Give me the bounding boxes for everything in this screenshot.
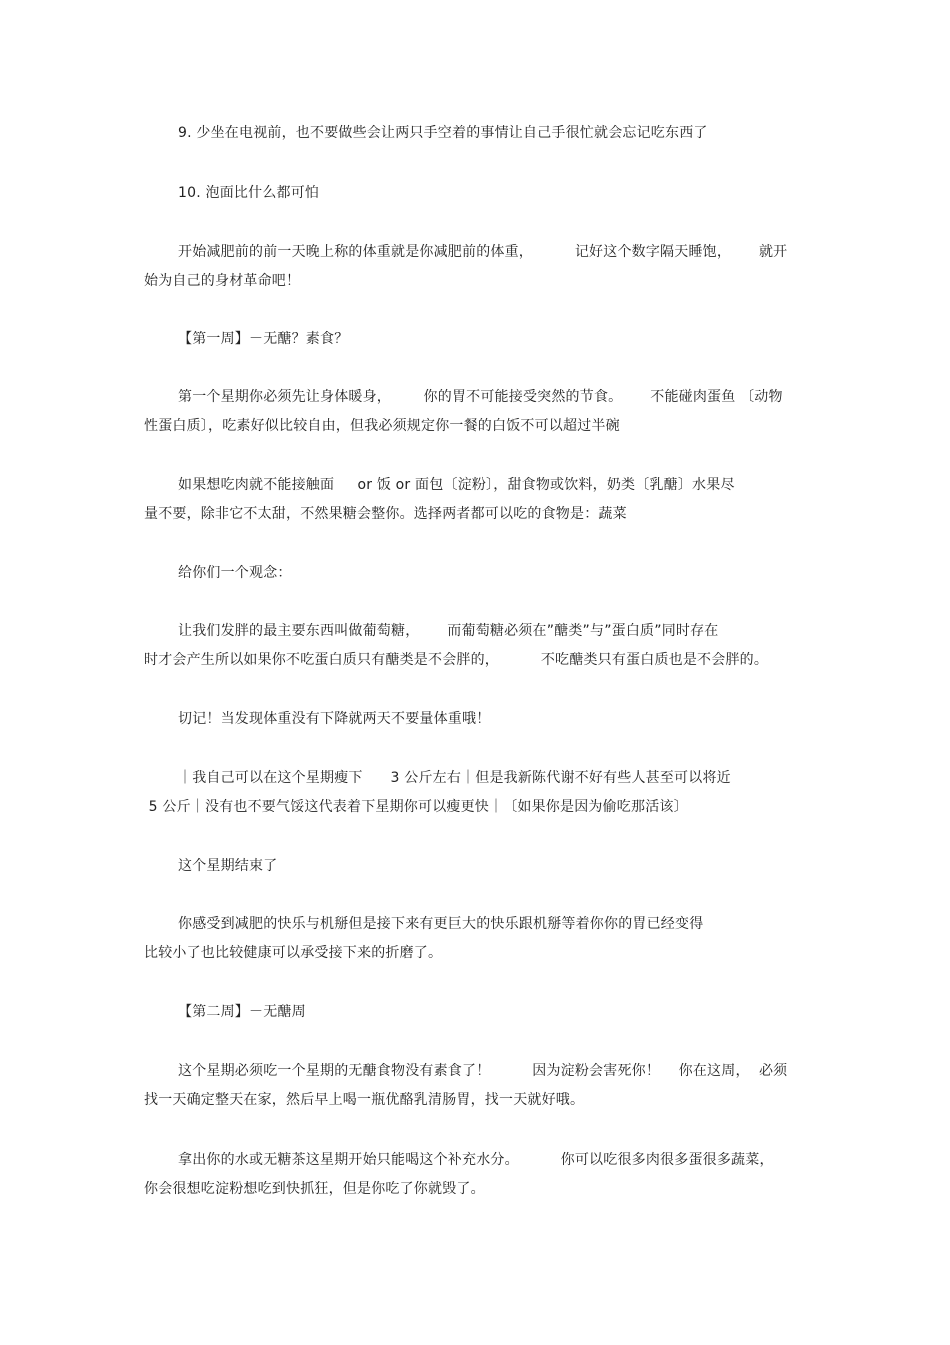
heading-week-2: 【第二周】－无醣周 xyxy=(178,1004,306,1020)
paragraph-start-line-1: 开始减肥前的前一天晚上称的体重就是你减肥前的体重， 记好这个数字隔天睡饱， 就开 xyxy=(178,244,788,260)
paragraph-feeling-line-1: 你感受到减肥的快乐与机掰但是接下来有更巨大的快乐跟机掰等着你你的胃已经变得 xyxy=(178,916,704,932)
paragraph-meat-line-2: 量不要，除非它不太甜，不然果糖会整你。选择两者都可以吃的食物是：蔬菜 xyxy=(144,506,627,522)
paragraph-week2-line-2: 找一天确定整天在家，然后早上喝一瓶优酪乳清肠胃，找一天就好哦。 xyxy=(144,1092,585,1108)
paragraph-result-line-1: ｜我自己可以在这个星期瘦下 3 公斤左右｜但是我新陈代谢不好有些人甚至可以将近 xyxy=(178,770,731,786)
paragraph-week2-line-1: 这个星期必须吃一个星期的无醣食物没有素食了！ 因为淀粉会害死你！ 你在这周， 必须 xyxy=(178,1063,788,1079)
paragraph-start-line-2: 始为自己的身材革命吧！ xyxy=(144,273,301,289)
paragraph-concept: 给你们一个观念： xyxy=(178,565,292,581)
paragraph-week1-line-1: 第一个星期你必须先让身体暖身， 你的胃不可能接受突然的节食。 不能碰肉蛋鱼 〔动物 xyxy=(178,389,783,405)
paragraph-result-line-2: 5 公斤｜没有也不要气馁这代表着下星期你可以瘦更快｜〔如果你是因为偷吃那活该〕 xyxy=(144,799,688,815)
paragraph-meat-line-1: 如果想吃肉就不能接触面 or 饭 or 面包〔淀粉〕，甜食物或饮料，奶类〔乳醣〕水果尽 xyxy=(178,477,735,493)
paragraph-week-end: 这个星期结束了 xyxy=(178,858,278,874)
paragraph-tip-9: 9. 少坐在电视前，也不要做些会让两只手空着的事情让自己手很忙就会忘记吃东西了 xyxy=(178,125,708,141)
paragraph-week1-line-2: 性蛋白质〕，吃素好似比较自由，但我必须规定你一餐的白饭不可以超过半碗 xyxy=(144,418,620,434)
paragraph-water-line-2: 你会很想吃淀粉想吃到快抓狂，但是你吃了你就毁了。 xyxy=(144,1181,485,1197)
paragraph-water-line-1: 拿出你的水或无糖茶这星期开始只能喝这个补充水分。 你可以吃很多肉很多蛋很多蔬菜， xyxy=(178,1152,774,1168)
paragraph-glucose-line-1: 让我们发胖的最主要东西叫做葡萄糖， 而葡萄糖必须在”醣类”与”蛋白质”同时存在 xyxy=(178,623,719,639)
paragraph-glucose-line-2: 时才会产生所以如果你不吃蛋白质只有醣类是不会胖的， 不吃醣类只有蛋白质也是不会胖的。 xyxy=(144,652,769,668)
paragraph-tip-10: 10. 泡面比什么都可怕 xyxy=(178,185,320,201)
paragraph-feeling-line-2: 比较小了也比较健康可以承受接下来的折磨了。 xyxy=(144,945,443,961)
heading-week-1: 【第一周】－无醣？素食？ xyxy=(178,331,349,347)
paragraph-remember: 切记！当发现体重没有下降就两天不要量体重哦！ xyxy=(178,711,491,727)
